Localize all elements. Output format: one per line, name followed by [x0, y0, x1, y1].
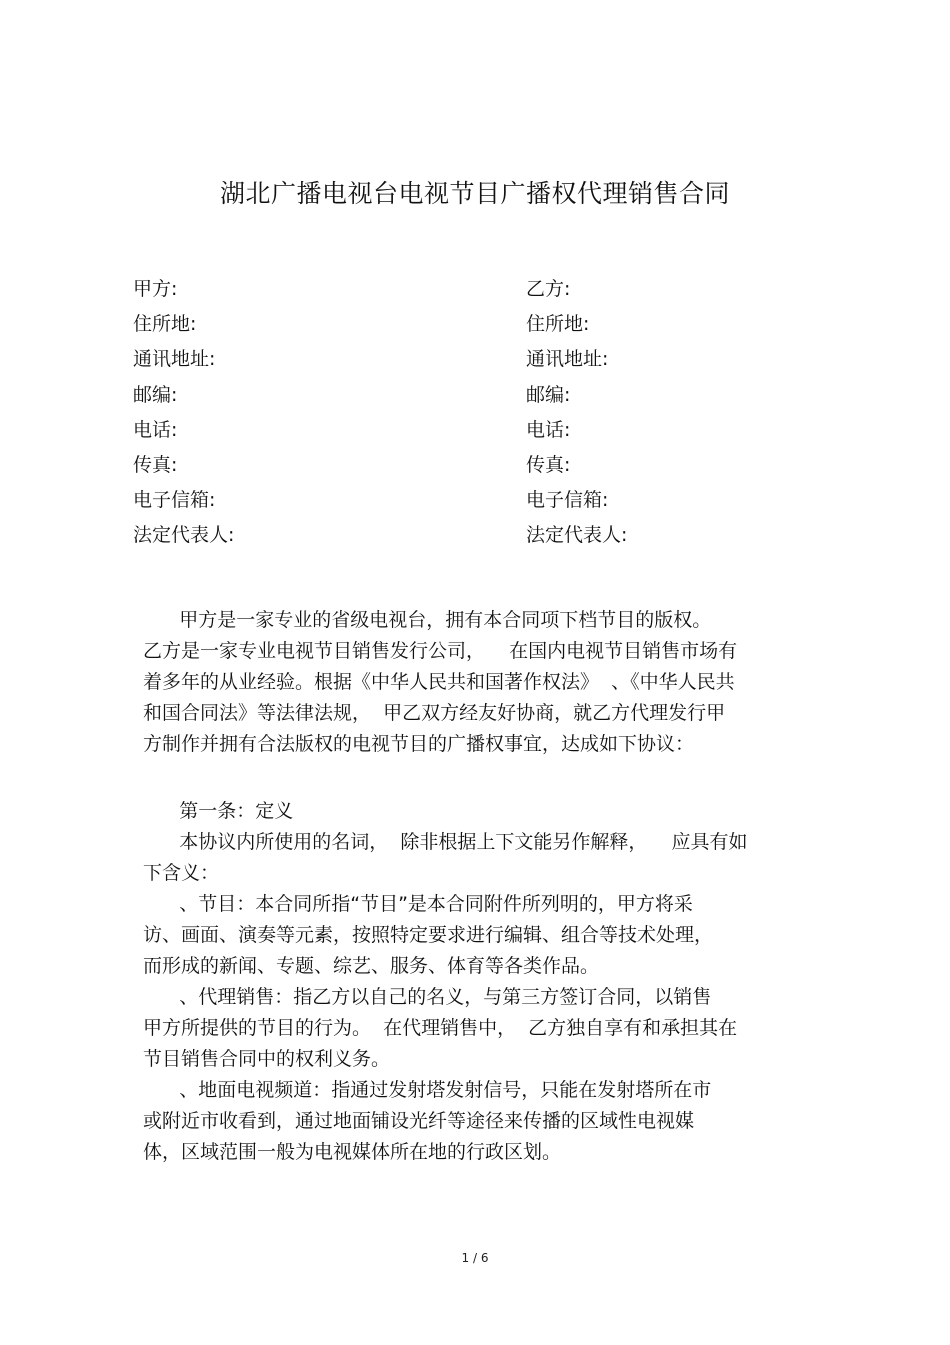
article-1-heading: 第一条：定义 — [143, 800, 294, 822]
party-b-domicile-label: 住所地: — [526, 313, 590, 336]
party-b-mailing-address-label: 通讯地址: — [526, 348, 609, 371]
party-b-fax-label: 传真: — [526, 453, 571, 476]
party-a-postcode-label: 邮编: — [133, 383, 178, 406]
party-b-email-label: 电子信箱: — [526, 489, 609, 512]
article-line: 甲方所提供的节目的行为。 在代理销售中， 乙方独自享有和承担其在 — [143, 1017, 738, 1039]
article-line: 下含义： — [143, 862, 220, 884]
party-b-postcode-label: 邮编: — [526, 383, 571, 406]
preamble-line: 甲方是一家专业的省级电视台，拥有本合同项下档节目的版权。 — [143, 609, 712, 631]
party-a-mailing-address-label: 通讯地址: — [133, 348, 216, 371]
party-b-name-label: 乙方: — [526, 278, 571, 300]
preamble-line: 乙方是一家专业电视节目销售发行公司， 在国内电视节目销售市场有 — [143, 640, 738, 662]
article-line: 、地面电视频道：指通过发射塔发射信号，只能在发射塔所在市 — [143, 1079, 712, 1101]
party-a-fax-label: 传真: — [133, 453, 178, 476]
article-line: 、代理销售：指乙方以自己的名义，与第三方签订合同，以销售 — [143, 986, 712, 1008]
party-b-info — [526, 272, 826, 554]
party-a-email-label: 电子信箱: — [133, 489, 216, 512]
party-b-legal-rep-label: 法定代表人: — [526, 524, 628, 547]
preamble-paragraph — [143, 605, 808, 760]
article-line: 而形成的新闻、专题、综艺、服务、体育等各类作品。 — [143, 955, 600, 977]
document-title: 湖北广播电视台电视节目广播权代理销售合同 — [219, 179, 730, 208]
party-a-domicile-label: 住所地: — [133, 313, 197, 336]
party-a-phone-label: 电话: — [133, 418, 178, 441]
article-1-definitions — [143, 796, 808, 1168]
party-a-name-label: 甲方: — [133, 278, 178, 300]
preamble-line: 着多年的从业经验。根据《中华人民共和国著作权法》 、《中华人民共 — [143, 671, 735, 693]
article-line: 体，区域范围一般为电视媒体所在地的行政区划。 — [143, 1141, 562, 1163]
preamble-line: 方制作并拥有合法版权的电视节目的广播权事宜，达成如下协议： — [143, 733, 695, 755]
party-a-legal-rep-label: 法定代表人: — [133, 524, 235, 547]
preamble-line: 和国合同法》等法律法规， 甲乙双方经友好协商，就乙方代理发行甲 — [143, 702, 726, 724]
article-line: 节目销售合同中的权利义务。 — [143, 1048, 391, 1070]
party-b-phone-label: 电话: — [526, 418, 571, 441]
article-line: 本协议内所使用的名词， 除非根据上下文能另作解释， 应具有如 — [143, 831, 748, 853]
article-line: 、节目：本合同所指“节目”是本合同附件所列明的，甲方将采 — [143, 893, 693, 915]
article-line: 或附近市收看到，通过地面铺设光纤等途径来传播的区域性电视媒 — [143, 1110, 695, 1132]
page-number: 1 / 6 — [461, 1251, 489, 1265]
party-a-info — [133, 272, 433, 554]
article-line: 访、画面、演奏等元素，按照特定要求进行编辑、组合等技术处理， — [143, 924, 714, 946]
